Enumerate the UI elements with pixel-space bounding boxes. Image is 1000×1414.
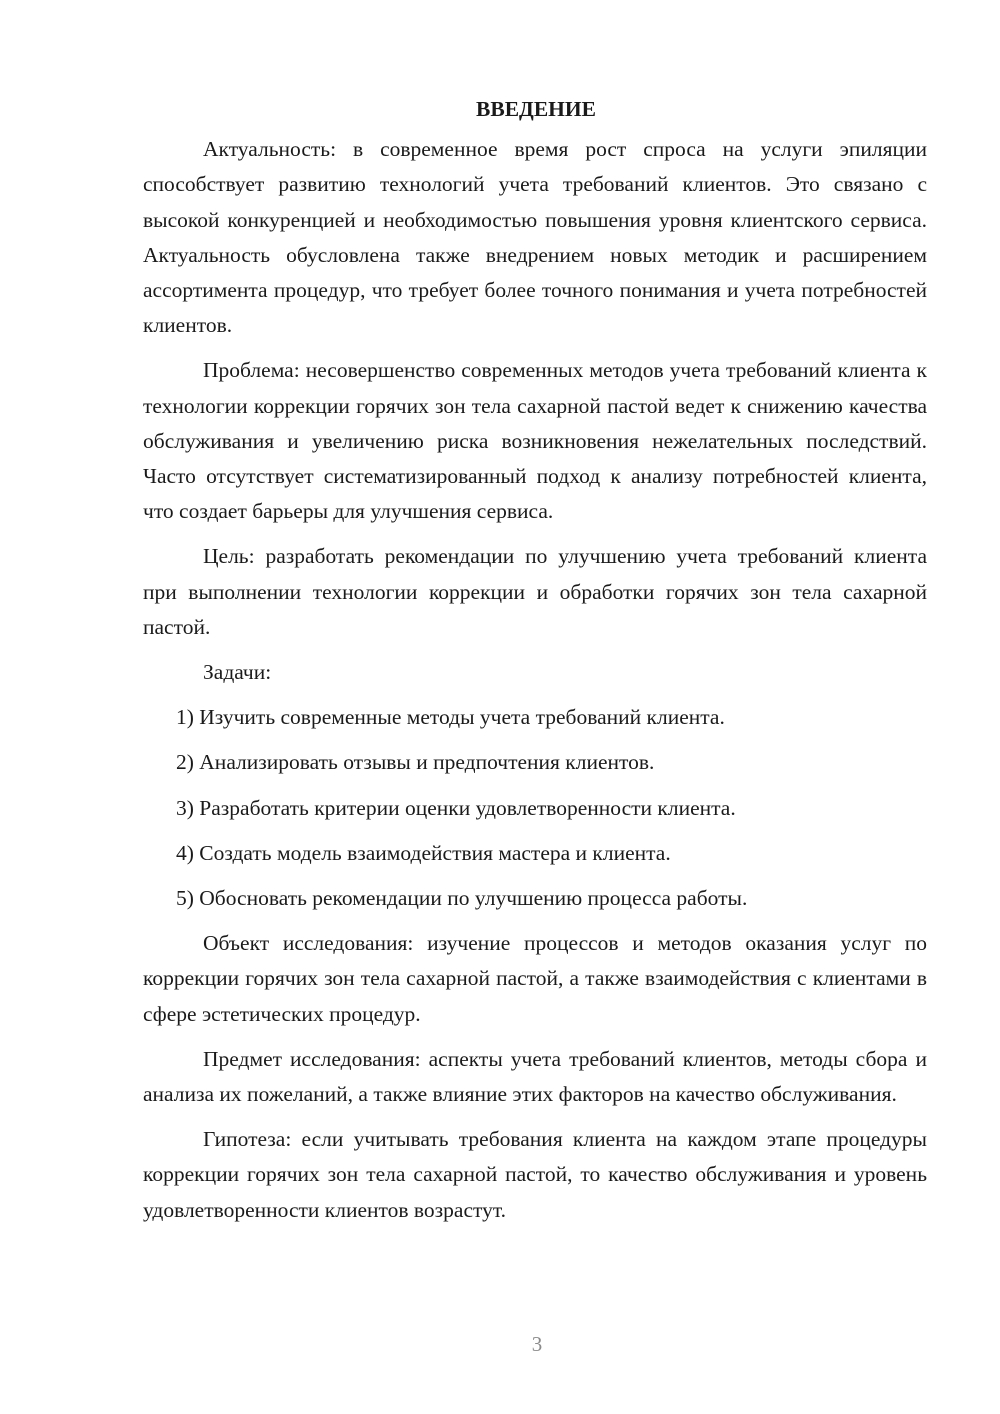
tasks-label: Задачи: bbox=[203, 660, 272, 685]
section-heading: ВВЕДЕНИЕ bbox=[476, 97, 596, 121]
paragraph-relevance: Актуальность: в современное время рост спроса на услуги эпиляции способствует развитию технологий учета требований клиентов. Это связано с высокой конкуренцией и необходимостью повышения уровня клиентского сервиса. Актуальность обусловлена также внедрением новых методик и расширением ассортимента процедур, что требует более точного понимания и учета потребностей клиентов. bbox=[143, 137, 927, 338]
paragraph-problem: Проблема: несовершенство современных методов учета требований клиента к технологии коррекции горячих зон тела сахарной пастой ведет к снижению качества обслуживания и увеличению риска возникновения нежелательных последствий. Часто отсутствует систематизированный подход к анализу потребностей клиента, что создает барьеры для улучшения сервиса. bbox=[143, 358, 927, 524]
paragraph-hypothesis: Гипотеза: если учитывать требования клиента на каждом этапе процедуры коррекции горячих зон тела сахарной пастой, то качество обслуживания и уровень удовлетворенности клиентов возрастут. bbox=[143, 1127, 927, 1222]
list-item: 1) Изучить современные методы учета требований клиента. bbox=[176, 705, 725, 730]
paragraph-subject: Предмет исследования: аспекты учета требований клиентов, методы сбора и анализа их пожеланий, а также влияние этих факторов на качество обслуживания. bbox=[143, 1046, 927, 1107]
paragraph-object: Объект исследования: изучение процессов и методов оказания услуг по коррекции горячих зон тела сахарной пастой, а также взаимодействия с клиентами в сфере эстетических процедур. bbox=[143, 931, 927, 1026]
task-list bbox=[143, 700, 927, 916]
list-item: 2) Анализировать отзывы и предпочтения клиентов. bbox=[176, 750, 655, 775]
page-number: 3 bbox=[531, 1332, 543, 1356]
list-item: 4) Создать модель взаимодействия мастера и клиента. bbox=[176, 840, 671, 865]
page-content bbox=[143, 92, 927, 1228]
list-item: 5) Обосновать рекомендации по улучшению процесса работы. bbox=[176, 886, 748, 911]
list-item: 3) Разработать критерии оценки удовлетворенности клиента. bbox=[176, 795, 736, 820]
paragraph-goal: Цель: разработать рекомендации по улучшению учета требований клиента при выполнении технологии коррекции и обработки горячих зон тела сахарной пастой. bbox=[143, 544, 927, 639]
